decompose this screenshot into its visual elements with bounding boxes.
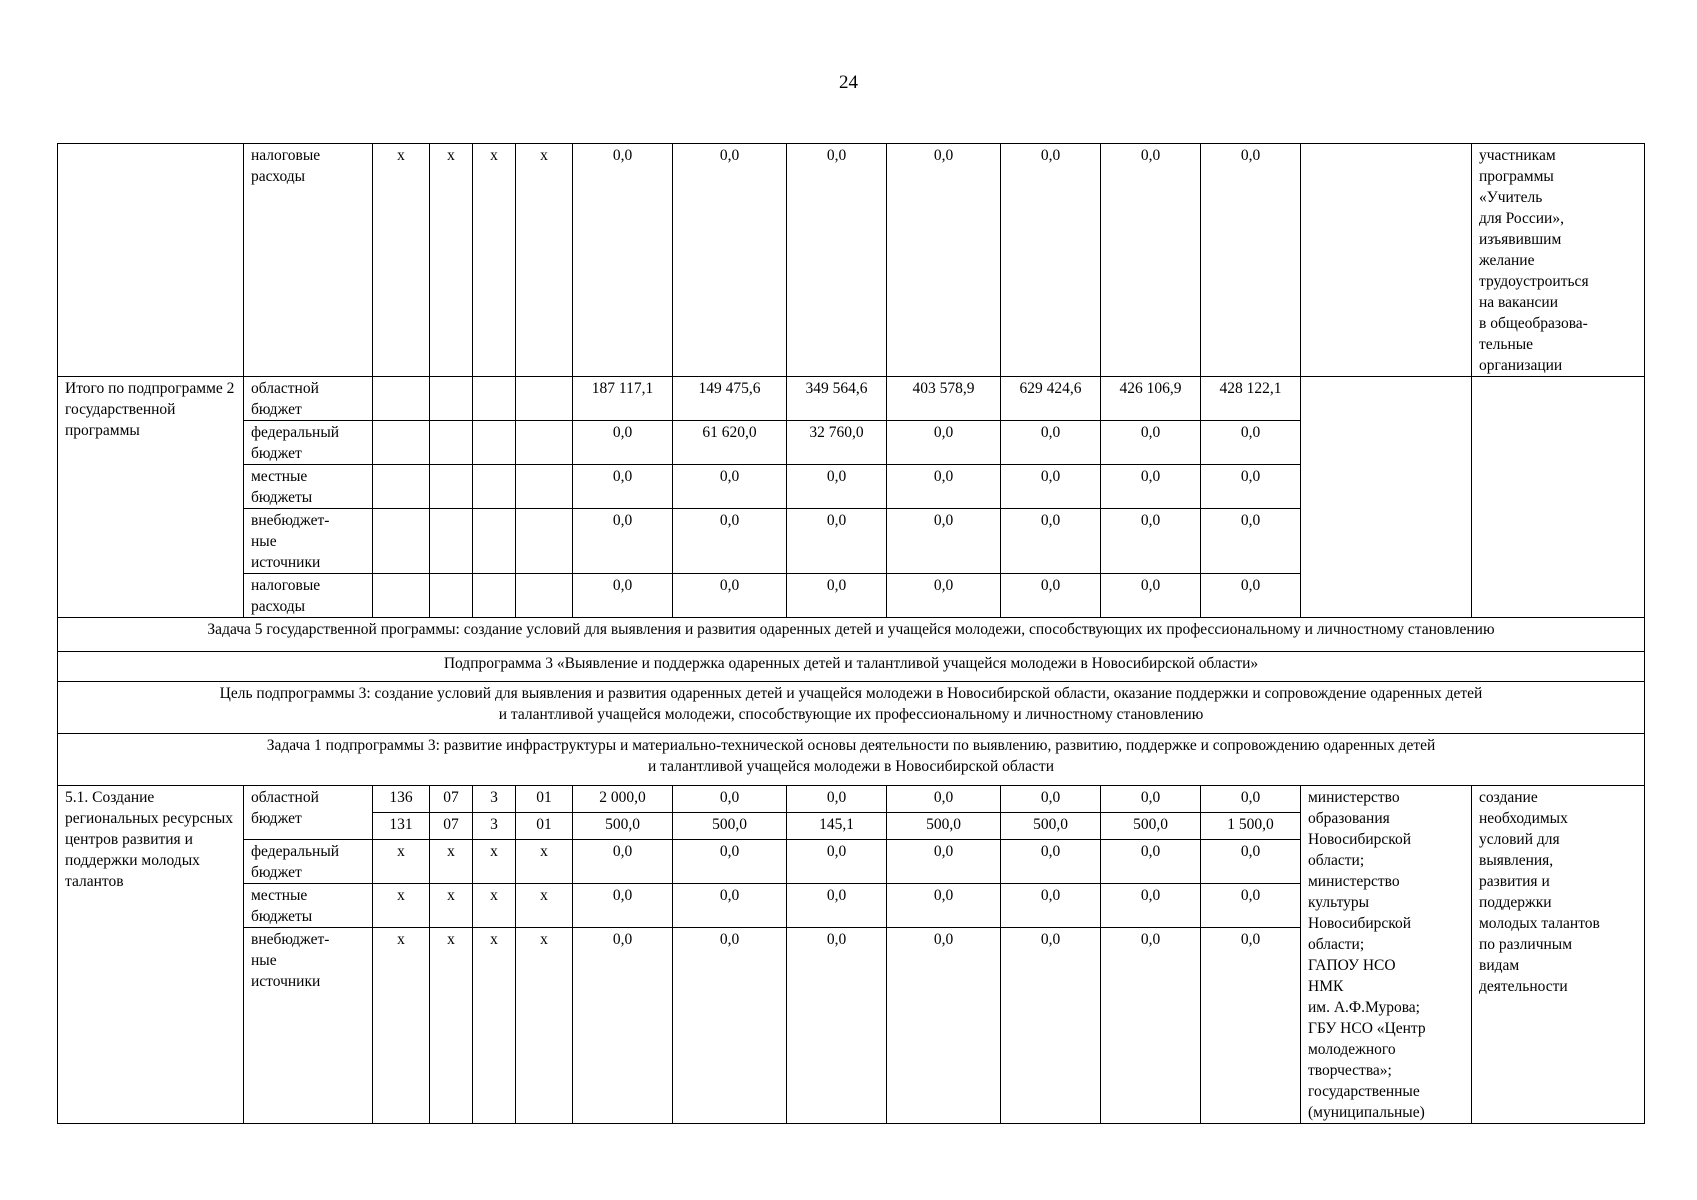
banner-row (58, 682, 1645, 734)
result-cell (1472, 377, 1645, 618)
code-cell (516, 377, 573, 421)
value-cell: 0,0 (787, 574, 887, 618)
code-cell: x (473, 928, 516, 1124)
banner-row (58, 652, 1645, 682)
code-cell (473, 465, 516, 509)
code-cell (516, 465, 573, 509)
value-cell: 403 578,9 (887, 377, 1001, 421)
value-cell: 349 564,6 (787, 377, 887, 421)
source-cell: налоговые расходы (244, 574, 373, 618)
value-cell: 0,0 (787, 884, 887, 928)
value-cell: 0,0 (1001, 574, 1101, 618)
banner-row (58, 618, 1645, 652)
value-cell: 0,0 (1101, 574, 1201, 618)
program-table (57, 143, 1645, 1124)
value-cell: 0,0 (673, 884, 787, 928)
code-cell (430, 465, 473, 509)
code-cell: x (430, 144, 473, 377)
value-cell: 426 106,9 (1101, 377, 1201, 421)
code-cell: 01 (516, 813, 573, 840)
value-cell: 0,0 (887, 786, 1001, 813)
value-cell: 0,0 (887, 509, 1001, 574)
code-cell: x (516, 840, 573, 884)
code-cell: 3 (473, 786, 516, 813)
banner-row (58, 734, 1645, 786)
code-cell: x (430, 884, 473, 928)
task5-banner: Задача 5 государственной программы: создание условий для выявления и развития одаренных детей и учащейся молодежи, способствующих их профессиональному и личностному становлению (58, 618, 1645, 652)
executor-cell (1301, 377, 1472, 618)
value-cell: 0,0 (573, 465, 673, 509)
source-cell: внебюджет- ные источники (244, 928, 373, 1124)
goal-line-1: Цель подпрограммы 3: создание условий для выявления и развития одаренных детей и учащейся молодежи в Новосибирской области, оказание поддержки и сопровождение одаренных детей (219, 685, 1483, 702)
value-cell: 0,0 (787, 840, 887, 884)
value-cell: 0,0 (673, 144, 787, 377)
value-cell: 0,0 (887, 421, 1001, 465)
value-cell: 0,0 (573, 421, 673, 465)
code-cell: 01 (516, 786, 573, 813)
task1-line-2: и талантливой учащейся молодежи в Новосибирской области (647, 758, 1054, 775)
value-cell: 0,0 (787, 144, 887, 377)
itogo-title: Итого по подпрограмме 2 государственной программы (58, 377, 244, 618)
code-cell (373, 509, 430, 574)
code-cell: x (473, 884, 516, 928)
code-cell (373, 377, 430, 421)
value-cell: 0,0 (887, 465, 1001, 509)
value-cell: 0,0 (1201, 144, 1301, 377)
code-cell: 3 (473, 813, 516, 840)
code-cell (373, 465, 430, 509)
value-cell: 0,0 (1001, 840, 1101, 884)
source-cell: федеральный бюджет (244, 840, 373, 884)
table-body (58, 144, 1645, 1124)
value-cell: 0,0 (1001, 884, 1101, 928)
code-cell (373, 421, 430, 465)
code-cell (430, 421, 473, 465)
code-cell: x (516, 144, 573, 377)
code-cell: x (473, 840, 516, 884)
value-cell: 500,0 (673, 813, 787, 840)
item51-executor: министерство образования Новосибирской области; министерство культуры Новосибирской области; ГАПОУ НСО НМК им. А.Ф.Мурова; ГБУ НСО «Центр молодежного творчества»; государственные (муниципальные) (1301, 786, 1472, 1124)
code-cell: x (516, 884, 573, 928)
value-cell: 0,0 (1101, 421, 1201, 465)
code-cell (516, 574, 573, 618)
page-number: 24 (839, 72, 858, 93)
code-cell: x (430, 840, 473, 884)
value-cell: 500,0 (1001, 813, 1101, 840)
code-cell: x (430, 928, 473, 1124)
source-cell: федеральный бюджет (244, 421, 373, 465)
code-cell (430, 574, 473, 618)
item51-result: создание необходимых условий для выявления, развития и поддержки молодых талантов по различным видам деятельности (1472, 786, 1645, 1124)
value-cell: 0,0 (673, 509, 787, 574)
value-cell: 0,0 (1001, 421, 1101, 465)
code-cell: x (373, 144, 430, 377)
code-cell: x (516, 928, 573, 1124)
value-cell: 428 122,1 (1201, 377, 1301, 421)
value-cell: 0,0 (787, 928, 887, 1124)
code-cell (473, 574, 516, 618)
value-cell: 0,0 (1201, 465, 1301, 509)
value-cell: 0,0 (1101, 786, 1201, 813)
code-cell: x (373, 884, 430, 928)
source-cell: местные бюджеты (244, 465, 373, 509)
code-cell (373, 574, 430, 618)
value-cell: 0,0 (673, 574, 787, 618)
value-cell: 2 000,0 (573, 786, 673, 813)
code-cell (473, 509, 516, 574)
value-cell: 0,0 (1201, 509, 1301, 574)
value-cell: 500,0 (573, 813, 673, 840)
value-cell: 0,0 (573, 884, 673, 928)
code-cell: x (373, 928, 430, 1124)
value-cell: 0,0 (887, 928, 1001, 1124)
value-cell: 187 117,1 (573, 377, 673, 421)
item51-row (58, 786, 1645, 813)
code-cell (473, 377, 516, 421)
value-cell: 0,0 (1201, 421, 1301, 465)
value-cell: 0,0 (1001, 786, 1101, 813)
itogo-row (58, 377, 1645, 421)
value-cell: 61 620,0 (673, 421, 787, 465)
source-cell: областной бюджет (244, 377, 373, 421)
value-cell: 0,0 (1101, 509, 1201, 574)
result-cell: участникам программы «Учитель для России», изъявившим желание трудоустроиться на вакансии в общеобразова- тельные организации (1472, 144, 1645, 377)
code-cell: 136 (373, 786, 430, 813)
value-cell: 0,0 (1201, 574, 1301, 618)
subprogram3-banner: Подпрограмма 3 «Выявление и поддержка одаренных детей и талантливой учащейся молодежи в Новосибирской области» (58, 652, 1645, 682)
code-cell (516, 421, 573, 465)
item51-title: 5.1. Создание региональных ресурсных центров развития и поддержки молодых талантов (58, 786, 244, 1124)
value-cell: 0,0 (1101, 928, 1201, 1124)
value-cell: 0,0 (1001, 509, 1101, 574)
value-cell: 0,0 (673, 840, 787, 884)
value-cell: 500,0 (1101, 813, 1201, 840)
value-cell: 0,0 (1101, 465, 1201, 509)
source-cell: местные бюджеты (244, 884, 373, 928)
value-cell: 0,0 (573, 840, 673, 884)
value-cell: 0,0 (673, 928, 787, 1124)
value-cell: 0,0 (673, 465, 787, 509)
value-cell: 0,0 (1101, 144, 1201, 377)
value-cell: 0,0 (1001, 465, 1101, 509)
executor-cell (1301, 144, 1472, 377)
code-cell: x (373, 840, 430, 884)
code-cell (516, 509, 573, 574)
value-cell: 0,0 (1201, 928, 1301, 1124)
code-cell (430, 377, 473, 421)
value-cell: 0,0 (1201, 840, 1301, 884)
code-cell: 07 (430, 813, 473, 840)
value-cell: 0,0 (573, 928, 673, 1124)
value-cell: 0,0 (1201, 786, 1301, 813)
empty-title-cell (58, 144, 244, 377)
value-cell: 0,0 (673, 786, 787, 813)
code-cell: x (473, 144, 516, 377)
value-cell: 0,0 (887, 840, 1001, 884)
value-cell: 0,0 (887, 144, 1001, 377)
value-cell: 0,0 (1201, 884, 1301, 928)
source-cell: областной бюджет (244, 786, 373, 840)
continuation-row (58, 144, 1645, 377)
value-cell: 0,0 (573, 509, 673, 574)
value-cell: 0,0 (787, 509, 887, 574)
value-cell: 145,1 (787, 813, 887, 840)
value-cell: 0,0 (1101, 840, 1201, 884)
value-cell: 0,0 (1001, 144, 1101, 377)
goal-banner (58, 682, 1645, 734)
goal-line-2: и талантливой учащейся молодежи, способствующие их профессиональному и личностному становлению (498, 706, 1204, 723)
code-cell: 131 (373, 813, 430, 840)
code-cell (430, 509, 473, 574)
value-cell: 0,0 (887, 574, 1001, 618)
value-cell: 0,0 (573, 144, 673, 377)
value-cell: 629 424,6 (1001, 377, 1101, 421)
value-cell: 0,0 (1101, 884, 1201, 928)
source-cell: внебюджет- ные источники (244, 509, 373, 574)
value-cell: 149 475,6 (673, 377, 787, 421)
value-cell: 0,0 (887, 884, 1001, 928)
task1-line-1: Задача 1 подпрограммы 3: развитие инфраструктуры и материально-технической основы деятельности по выявлению, развитию, поддержке и сопровождению одаренных детей (266, 737, 1436, 754)
value-cell: 500,0 (887, 813, 1001, 840)
value-cell: 32 760,0 (787, 421, 887, 465)
value-cell: 0,0 (787, 465, 887, 509)
code-cell (473, 421, 516, 465)
value-cell: 1 500,0 (1201, 813, 1301, 840)
task1-banner (58, 734, 1645, 786)
code-cell: 07 (430, 786, 473, 813)
value-cell: 0,0 (787, 786, 887, 813)
source-cell: налоговые расходы (244, 144, 373, 377)
value-cell: 0,0 (1001, 928, 1101, 1124)
value-cell: 0,0 (573, 574, 673, 618)
